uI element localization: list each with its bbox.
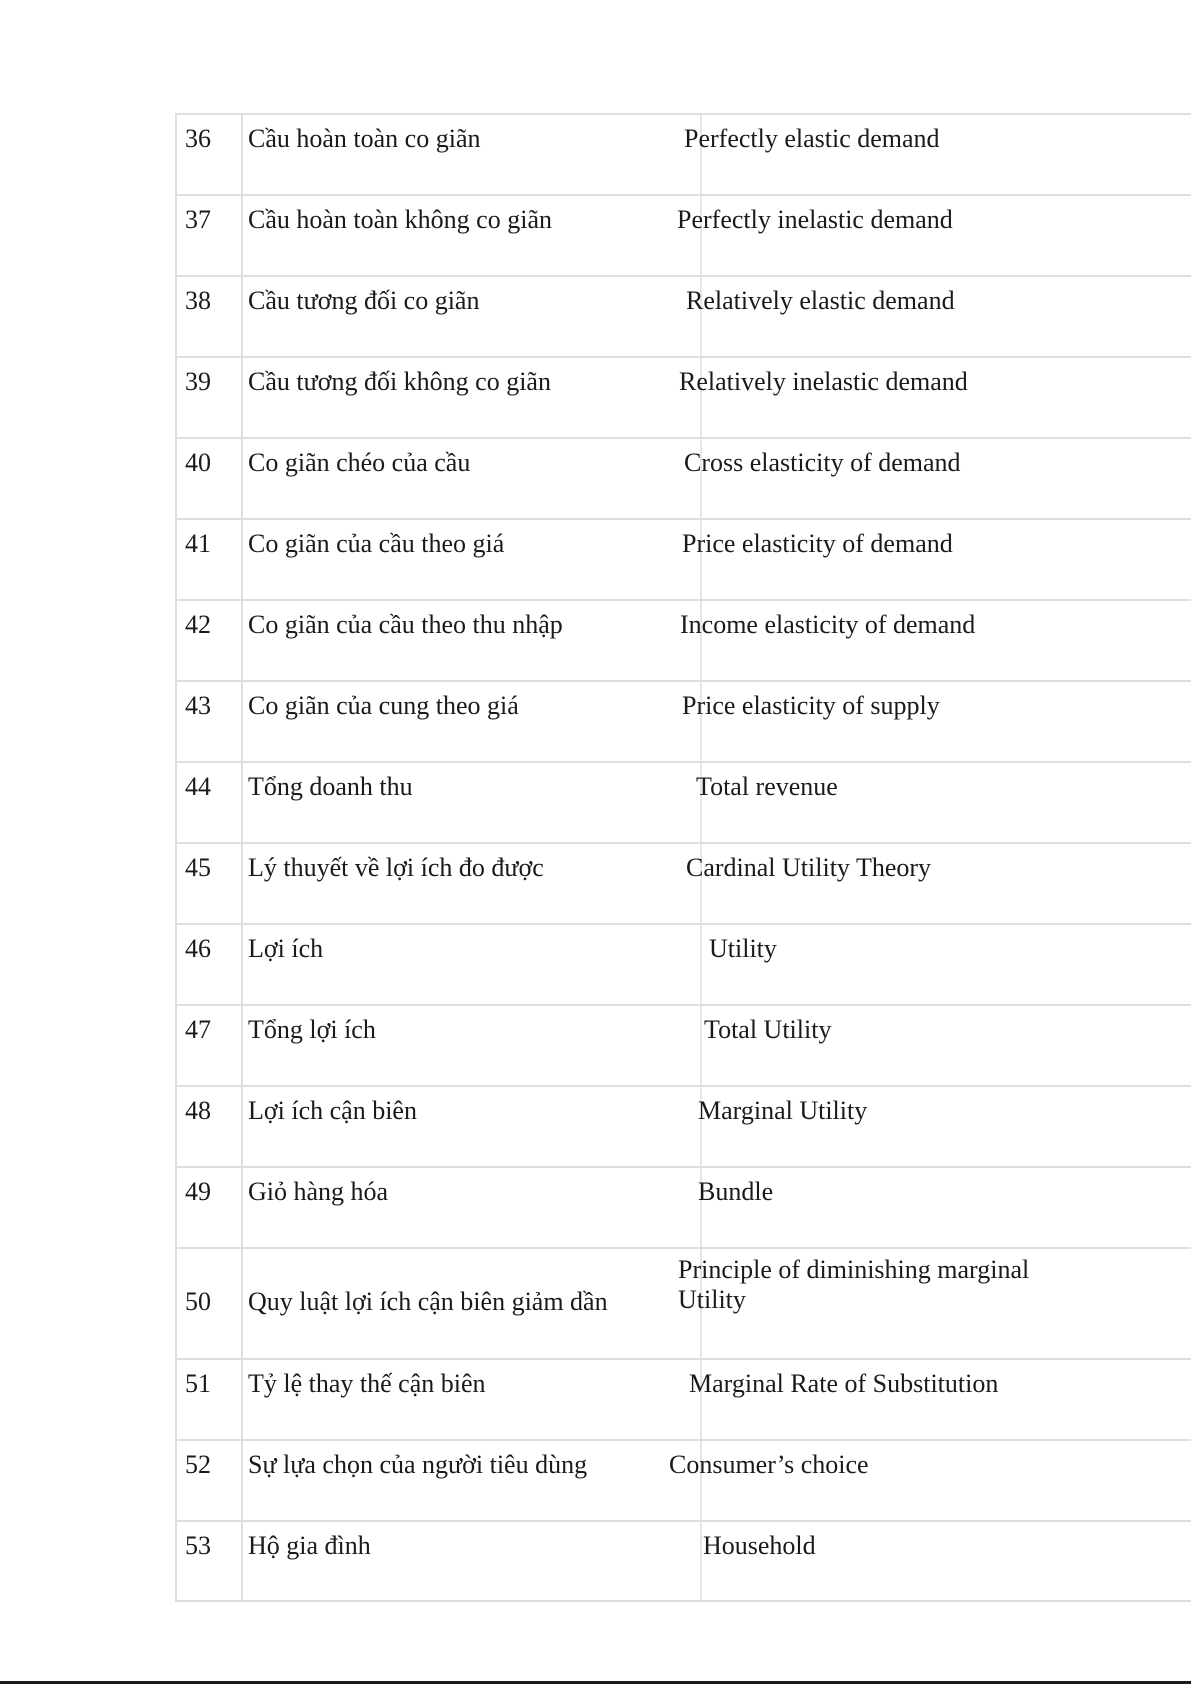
vietnamese-term: Co giãn của cầu theo thu nhập [248,610,563,639]
table-row [177,763,1191,844]
english-term-cell [682,520,1191,599]
english-term: Perfectly inelastic demand [677,205,953,234]
row-number: 43 [177,682,243,761]
vietnamese-term: Cầu hoàn toàn không co giãn [248,205,552,234]
table-row [177,682,1191,763]
glossary-table [175,113,1191,1602]
vietnamese-term: Cầu tương đối không co giãn [248,367,551,396]
vietnamese-term: Co giãn của cung theo giá [248,691,519,720]
table-row [177,277,1191,358]
vietnamese-term: Sự lựa chọn của người tiêu dùng [248,1450,588,1479]
english-term-cell [700,925,1191,1004]
english-term: Income elasticity of demand [680,610,976,639]
table-row [177,1522,1191,1602]
english-term: Perfectly elastic demand [684,124,940,153]
english-term: Total Utility [704,1015,832,1044]
row-number: 39 [177,358,243,437]
row-number: 41 [177,520,243,599]
row-number: 46 [177,925,243,1004]
row-number: 50 [177,1249,243,1358]
vietnamese-term: Lợi ích cận biên [248,1096,417,1125]
vietnamese-term: Cầu tương đối co giãn [248,286,480,315]
english-term: Marginal Rate of Substitution [689,1369,999,1398]
row-number: 44 [177,763,243,842]
table-row [177,601,1191,682]
row-number: 36 [177,115,243,194]
english-term-cell [678,1249,1191,1358]
row-number: 53 [177,1522,243,1600]
table-row [177,196,1191,277]
english-term: Utility [709,934,777,963]
table-row [177,520,1191,601]
vietnamese-term: Tổng lợi ích [248,1015,376,1044]
row-number: 45 [177,844,243,923]
row-number: 52 [177,1441,243,1520]
vietnamese-term: Co giãn của cầu theo giá [248,529,505,558]
row-number: 47 [177,1006,243,1085]
page-bottom-rule [0,1681,1191,1684]
table-row [177,439,1191,520]
english-term: Relatively inelastic demand [679,367,968,396]
table-row [177,358,1191,439]
table-row [177,1006,1191,1087]
english-term: Cardinal Utility Theory [686,853,932,882]
english-term-cell [700,1168,1191,1247]
vietnamese-term: Tỷ lệ thay thế cận biên [248,1369,486,1398]
english-term-cell [686,277,1191,356]
row-number: 49 [177,1168,243,1247]
vietnamese-term: Co giãn chéo của cầu [248,448,471,477]
table-row [177,844,1191,925]
english-term-cell [669,1441,1191,1520]
english-term-cell [700,1522,1191,1600]
english-term-cell [679,358,1191,437]
vietnamese-term: Tổng doanh thu [248,772,413,801]
english-term-cell [696,763,1191,842]
vietnamese-term: Cầu hoàn toàn co giãn [248,124,481,153]
english-term: Principle of diminishing marginal Utility [678,1255,1030,1314]
english-term: Price elasticity of demand [682,529,953,558]
table-row [177,1360,1191,1441]
table-row [177,115,1191,196]
english-term-cell [682,682,1191,761]
english-term-cell [684,439,1191,518]
table-row [177,925,1191,1006]
vietnamese-term: Hộ gia đình [248,1531,371,1560]
english-term: Consumer’s choice [669,1450,869,1479]
english-term-cell [700,1006,1191,1085]
table-row [177,1168,1191,1249]
vietnamese-term: Quy luật lợi ích cận biên giảm dần [248,1287,608,1316]
english-term: Household [703,1531,816,1560]
english-term-cell [686,844,1191,923]
row-number: 37 [177,196,243,275]
row-number: 40 [177,439,243,518]
row-number: 48 [177,1087,243,1166]
row-number: 42 [177,601,243,680]
english-term: Relatively elastic demand [686,286,955,315]
english-term: Cross elasticity of demand [684,448,961,477]
table-row [177,1087,1191,1168]
vietnamese-term: Lý thuyết về lợi ích đo được [248,853,544,882]
english-term: Marginal Utility [698,1096,868,1125]
english-term-cell [700,1087,1191,1166]
vietnamese-term: Giỏ hàng hóa [248,1177,389,1206]
english-term-cell [684,115,1191,194]
row-number: 51 [177,1360,243,1439]
english-term: Total revenue [696,772,838,801]
english-term: Bundle [698,1177,774,1206]
row-number: 38 [177,277,243,356]
vietnamese-term: Lợi ích [248,934,324,963]
english-term-cell [689,1360,1191,1439]
english-term-cell [680,601,1191,680]
english-term: Price elasticity of supply [682,691,940,720]
english-term-cell [677,196,1191,275]
table-row [177,1249,1191,1360]
table-row [177,1441,1191,1522]
